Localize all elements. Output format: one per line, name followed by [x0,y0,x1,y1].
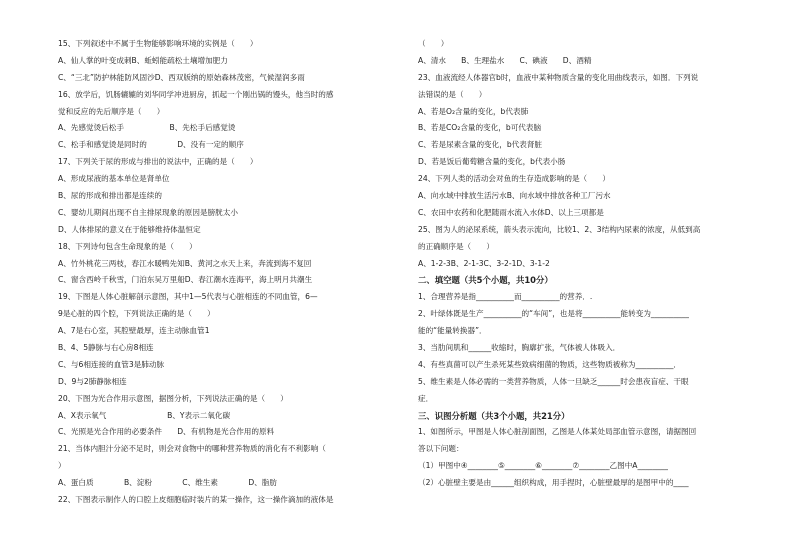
right-text-line: B、若是CO₂含量的变化，b可代表脑 [418,123,542,133]
left-column [58,36,374,509]
right-text-line: A、向水域中排放生活污水B、向水域中排放各种工厂污水 [418,191,611,201]
left-text-line: A、蛋白质 B、淀粉 C、维生素 D、脂肪 [58,478,277,488]
left-text-line: D、9与2肺静脉相连 [58,376,127,386]
left-text-line: C、“三北”防护林能防风固沙D、西双版纳的原始森林茂密，气候湿润多雨 [58,72,305,82]
left-text-line: 17、下列关于尿的形成与排出的说法中，正确的是（ ） [58,157,258,167]
left-text-line: 觉和反应的先后顺序是（ ） [58,106,165,116]
left-text-line: 21、当体内胆汁分泌不足时，则会对食物中的哪种营养物质的消化有不利影响（ [58,444,326,454]
right-text-line: 1、如图所示，甲图是人体心脏剖面图，乙图是人体某处局部血管示意图，请据图回 [418,427,697,437]
left-text-line: 19、下图是人体心脏解剖示意图，其中1—5代表与心脏相连的不同血管，6— [58,292,318,302]
right-text-line: 症． [418,393,434,403]
left-text-line: B、尿的形成和排出都是连续的 [58,191,162,201]
right-text-line: （2）心脏壁主要是由______组织构成，用手捏时，心脏壁最厚的是图甲中的____ [418,478,689,488]
right-text-line: 24、下列人类的活动会对鱼的生存造成影响的是（ ） [418,174,610,184]
right-text-line: 25、图为人的泌尿系统，箭头表示流向，比较1、2、3结构内尿素的浓度，从低到高 [418,224,701,234]
right-text-line: 3、当肋间肌和______收缩时，胸廓扩张，气体被人体吸入． [418,343,621,353]
left-text-line: 9是心脏的四个腔，下列说法正确的是（ ） [58,309,215,319]
right-text-line: 5、维生素是人体必需的一类营养物质，人体一旦缺乏______时会患夜盲症、干眼 [418,376,689,386]
left-text-line: A、7是右心室，其腔壁最厚，连主动脉血管1 [58,326,210,336]
right-text-line: D、若是饭后葡萄糖含量的变化，b代表小肠 [418,157,566,167]
right-text-line: 法错误的是（ ） [418,89,487,99]
left-text-line: 15、下列叙述中不属于生物能够影响环境的实例是（ ） [58,39,258,48]
right-text-line: A、若是O₂含量的变化，b代表肺 [418,106,529,116]
right-text-line: 2、叶绿体既是生产__________的“车间”，也是将__________能转变为__________ [418,309,689,319]
left-text-line: A、先感觉烫后松手 B、先松手后感觉烫 [58,123,236,133]
left-text-line: C、松手和感觉烫是同时的 D、没有一定的顺序 [58,140,244,150]
left-text-line: C、窗含西岭千秋雪，门泊东吴万里船D、春江潮水连海平，海上明月共潮生 [58,275,313,285]
right-text-line: 能的“能量转换器”． [418,326,487,336]
left-text-line: A、仙人掌的叶变成刺B、蚯蚓能疏松土壤增加肥力 [58,55,228,65]
left-text-line: C、婴幼儿期间出现不自主排尿现象的原因是膀胱太小 [58,207,238,217]
right-text-line: A、清水 B、生理盐水 C、碘液 D、酒精 [418,55,592,65]
right-text-line: （ ） [418,39,449,48]
left-text-line: A、形成尿液的基本单位是肾单位 [58,174,170,184]
right-text-line: A、1-2-3B、2-1-3C、3-2-1D、3-1-2 [418,258,550,268]
left-text-line: 20、下图为光合作用示意图，据图分析，下列说法正确的是（ ） [58,393,288,403]
right-text-line: 1、合理营养是指__________而__________的营养．. [418,292,593,302]
left-text-line: D、人体排尿的意义在于能够维持体温恒定 [58,224,201,234]
right-column [418,36,748,492]
left-text-line: B、4、5静脉与右心房8相连 [58,343,154,353]
left-text-line: A、竹外桃花三两枝，春江水暖鸭先知B、黄河之水天上来，奔流到海不复回 [58,258,312,268]
right-text-line: 答以下问题： [418,444,464,454]
right-text-line: C、若是尿素含量的变化，b代表肾脏 [418,140,543,150]
right-text-line: 23、血液流经人体器官b时，血液中某种物质含量的变化用曲线表示，如图．下列说 [418,72,699,82]
section-heading: 二、填空题（共5个小题，共10分） [418,275,553,286]
right-text-line: 4、有些真菌可以产生杀死某些致病细菌的物质，这些物质被称为__________． [418,359,682,369]
left-text-line: ） [58,461,66,471]
left-text-line: A、X表示氧气 B、Y表示二氧化碳 [58,410,231,420]
section-heading: 三、识图分析题（共3个小题，共21分） [418,410,570,421]
right-text-line: C、农田中农药和化肥随雨水流入水体D、以上三项都是 [418,207,604,217]
left-text-line: C、光照是光合作用的必要条件 D、有机物是光合作用的原料 [58,427,275,437]
right-text-line: （1）甲图中④________⑤________⑥________⑦________乙图中A________ [418,461,668,471]
left-text-line: C、与6相连接的血管3是肺动脉 [58,359,165,369]
left-text-line: 16、放学后，饥肠辘辘的刘华同学冲进厨房，抓起一个刚出锅的馒头，他当时的感 [58,89,334,99]
left-text-line: 22、下图表示制作人的口腔上皮细胞临时装片的某一操作，这一操作滴加的液体是 [58,495,334,505]
left-text-line: 18、下列诗句包含生命现象的是（ ） [58,241,197,251]
right-text-line: 的正确顺序是（ ） [418,241,494,251]
